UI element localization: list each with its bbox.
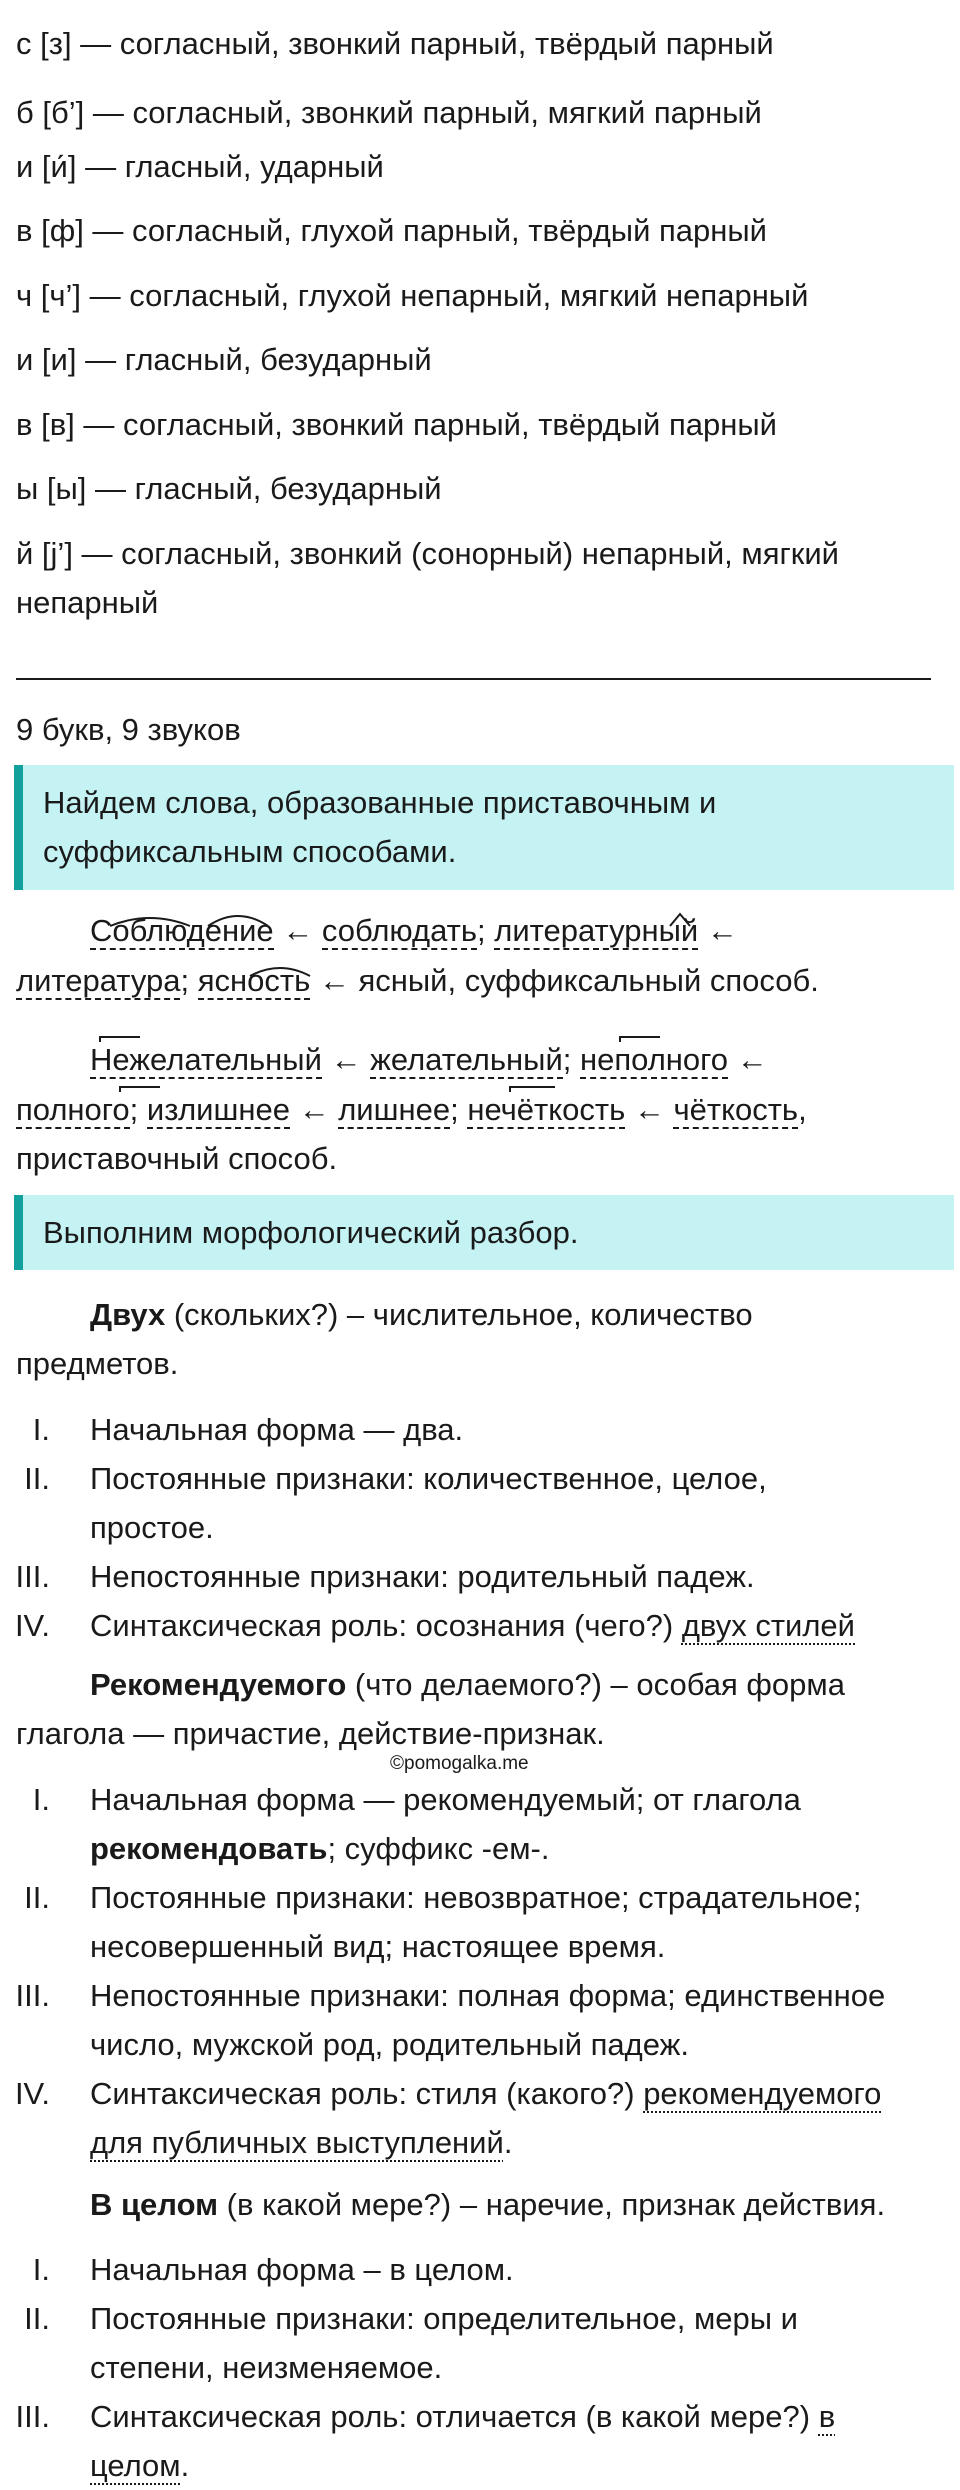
punctuation: .	[503, 2125, 513, 2160]
separator: ;	[129, 1092, 147, 1127]
separator: ;	[450, 1092, 468, 1127]
word-heading	[90, 1290, 753, 1339]
arrow: ←	[289, 1092, 339, 1127]
phonetic-line: непарный	[16, 585, 159, 620]
list-number: I.	[32, 1412, 50, 1447]
word-heading	[90, 2180, 885, 2229]
syntax-phrase: в	[818, 2399, 836, 2434]
separator: ;	[562, 1042, 580, 1077]
prefix-derivation-line	[90, 1035, 768, 1084]
list-number: IV.	[14, 1608, 50, 1643]
separator: ;	[180, 963, 198, 998]
list-item-text: число, мужской род, родительный падеж.	[90, 2027, 690, 2062]
syntax-role-text: Синтаксическая роль: отличается (в какой мере?)	[90, 2399, 819, 2434]
word-description-cont: глагола — причастие, действие-признак.	[16, 1716, 605, 1751]
arrow: ←	[625, 1092, 674, 1127]
letters-sounds-summary: 9 букв, 9 звуков	[16, 712, 241, 747]
suffix-derivation-line	[90, 906, 738, 955]
word-description: (скольких?) – числительное, количество	[165, 1297, 753, 1332]
suffix-note: ; суффикс -ем-.	[327, 1831, 550, 1866]
punctuation: .	[180, 2448, 190, 2483]
list-item-text: Начальная форма — два.	[90, 1412, 464, 1447]
list-item-text: степени, неизменяемое.	[90, 2350, 443, 2385]
analyzed-word: Рекомендуемого	[90, 1667, 347, 1702]
list-item-text: несовершенный вид; настоящее время.	[90, 1929, 666, 1964]
horizontal-rule	[16, 678, 931, 680]
list-number: II.	[24, 1880, 50, 1915]
list-number: I.	[32, 1782, 50, 1817]
analyzed-word: В целом	[90, 2187, 219, 2222]
list-number: I.	[32, 2252, 50, 2287]
separator: ,	[798, 1092, 807, 1127]
list-item-text	[90, 2392, 835, 2441]
prefix-derivation-line	[16, 1085, 807, 1134]
derived-word: Соблюдение	[90, 913, 274, 948]
phonetic-line: в [в] — согласный, звонкий парный, твёрдый парный	[16, 407, 777, 442]
callout-text: Выполним морфологический разбор.	[43, 1215, 579, 1250]
source-word: литература	[16, 963, 181, 998]
arrow: ←	[273, 913, 322, 948]
phonetic-line: с [з] — согласный, звонкий парный, твёрдый парный	[16, 26, 774, 61]
list-number: IV.	[14, 2076, 50, 2111]
method-label: , суффиксальный способ.	[447, 963, 819, 998]
source-word: полного	[16, 1092, 130, 1127]
list-item-text	[90, 1824, 550, 1873]
list-item-text: Постоянные признаки: невозвратное; страдательное;	[90, 1880, 862, 1915]
list-item-text: Начальная форма – в целом.	[90, 2252, 514, 2287]
separator: ;	[477, 913, 495, 948]
list-item-text	[90, 2069, 881, 2118]
arrow: ←	[310, 963, 359, 998]
source-word: соблюдать	[321, 913, 477, 948]
list-item-text: Начальная форма — рекомендуемый; от глагола	[90, 1782, 801, 1817]
list-item-text	[90, 2118, 512, 2167]
phonetic-line: и [и] — гласный, безударный	[16, 342, 432, 377]
phonetic-line: б [б’] — согласный, звонкий парный, мягкий парный	[16, 95, 762, 130]
list-item-text: простое.	[90, 1510, 214, 1545]
word-description-cont: предметов.	[16, 1346, 179, 1381]
derived-word: нечёткость	[467, 1092, 626, 1127]
phonetic-line: в [ф] — согласный, глухой парный, твёрдый парный	[16, 213, 767, 248]
method-label: приставочный способ.	[16, 1141, 338, 1176]
word-heading	[90, 1660, 845, 1709]
watermark-text: ©pomogalka.me	[390, 1753, 529, 1774]
analyzed-word: Двух	[90, 1297, 166, 1332]
source-word: чёткость	[673, 1092, 799, 1127]
arrow: ←	[321, 1042, 371, 1077]
phonetic-line: ы [ы] — гласный, безударный	[16, 471, 442, 506]
list-number: III.	[15, 1559, 50, 1594]
syntax-phrase: рекомендуемого	[643, 2076, 882, 2111]
list-item-text: Непостоянные признаки: родительный падеж.	[90, 1559, 755, 1594]
derived-word: ясность	[197, 963, 311, 998]
source-word: желательный	[370, 1042, 563, 1077]
callout-text: суффиксальным способами.	[43, 834, 457, 869]
syntax-phrase: двух стилей	[681, 1608, 855, 1643]
list-item-text	[90, 1601, 855, 1650]
source-verb: рекомендовать	[90, 1831, 328, 1866]
word-description: (в какой мере?) – наречие, признак действия.	[218, 2187, 886, 2222]
source-word: лишнее	[338, 1092, 451, 1127]
derived-word: Нежелательный	[90, 1042, 322, 1077]
list-item-text	[90, 2441, 189, 2490]
phonetic-line: и [и́] — гласный, ударный	[16, 149, 384, 184]
list-item-text: Постоянные признаки: количественное, целое,	[90, 1461, 767, 1496]
syntax-phrase: целом	[90, 2448, 181, 2483]
suffix-derivation-line	[16, 956, 819, 1005]
arrow: ←	[698, 913, 738, 948]
list-number: III.	[15, 2399, 50, 2434]
callout-morphology	[14, 1195, 954, 1270]
list-number: II.	[24, 1461, 50, 1496]
derived-word: излишнее	[146, 1092, 290, 1127]
list-item-text: Непостоянные признаки: полная форма; единственное	[90, 1978, 886, 2013]
callout-text: Найдем слова, образованные приставочным и	[43, 785, 717, 820]
word-description: (что делаемого?) – особая форма	[346, 1667, 845, 1702]
derived-word: неполного	[580, 1042, 729, 1077]
source-word: ясный	[358, 963, 448, 998]
list-item-text: Постоянные признаки: определительное, меры и	[90, 2301, 798, 2336]
list-number: II.	[24, 2301, 50, 2336]
arrow: ←	[728, 1042, 768, 1077]
list-number: III.	[15, 1978, 50, 2013]
phonetic-line: й [j’] — согласный, звонкий (сонорный) непарный, мягкий	[16, 536, 839, 571]
callout-derivation	[14, 765, 954, 890]
syntax-phrase: для публичных выступлений	[90, 2125, 504, 2160]
syntax-role-text: Синтаксическая роль: осознания (чего?)	[90, 1608, 682, 1643]
syntax-role-text: Синтаксическая роль: стиля (какого?)	[90, 2076, 644, 2111]
phonetic-line: ч [ч’] — согласный, глухой непарный, мягкий непарный	[16, 278, 809, 313]
derived-word: литературный	[494, 913, 699, 948]
